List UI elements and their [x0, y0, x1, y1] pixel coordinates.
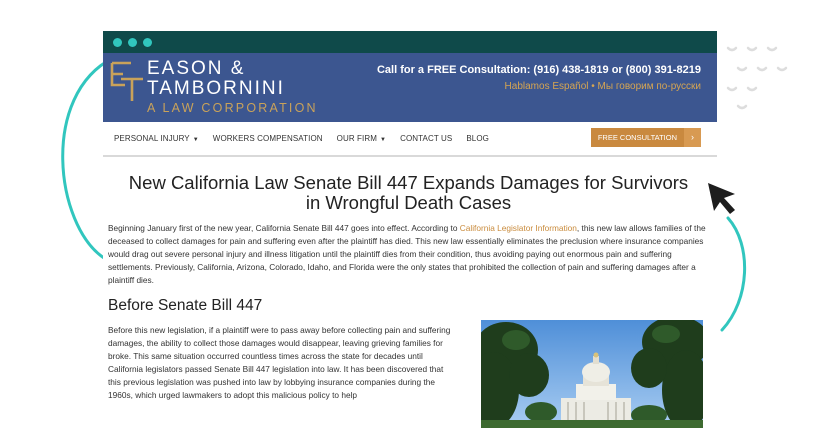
contact-phone[interactable]: Call for a FREE Consultation: (916) 438-1819 or (800) 391-8219: [376, 64, 701, 76]
intro-text: , this new law allows families of the deceased to collect damages for pain and suffering even after the plaintiff has died. This new law essentially eliminates the preclusion where insurance companies would drag out severe personal injury and illness litigation until the plaintiff dies from their condition, thus avoiding paying out enormous pain and suffering settlements. Previously, California, Arizona, Colorado, Idaho, and Florida were the only states that prohibited the collection of pain and suffering damages after a plaintiff dies.: [108, 222, 706, 285]
window-dot-icon[interactable]: [128, 38, 137, 47]
nav-item-our-firm[interactable]: [337, 134, 386, 143]
section-heading: Before Senate Bill 447: [108, 296, 263, 314]
nav-item-label: PERSONAL INJURY: [114, 134, 190, 143]
capitol-photo: [481, 320, 703, 428]
main-nav: [103, 122, 717, 157]
nav-item-label: BLOG: [466, 134, 489, 143]
logo-line-1: EASON &: [147, 58, 246, 79]
contact-languages: Hablamos Español • Мы говорим по-русски: [504, 81, 701, 92]
chevron-right-icon: ›: [684, 128, 701, 147]
nav-item-workers-compensation[interactable]: [213, 134, 323, 143]
free-consultation-button[interactable]: [591, 128, 701, 147]
decorative-pattern: [720, 40, 810, 120]
logo-mark-icon: [109, 59, 145, 103]
nav-item-contact-us[interactable]: [400, 134, 452, 143]
site-logo[interactable]: [109, 59, 318, 115]
nav-item-blog[interactable]: [466, 134, 489, 143]
cursor-arrow-icon: [705, 180, 739, 216]
window-dot-icon[interactable]: [143, 38, 152, 47]
chevron-down-icon: ▼: [192, 137, 199, 143]
legislator-info-link[interactable]: California Legislator Information: [459, 222, 577, 233]
browser-window: [103, 31, 717, 428]
intro-text: Beginning January first of the new year, California Senate Bill 447 goes into effect. According to: [108, 222, 460, 233]
nav-item-label: WORKERS COMPENSATION: [212, 134, 323, 143]
nav-item-personal-injury[interactable]: [114, 134, 199, 143]
window-dot-icon[interactable]: [113, 38, 122, 47]
page-title: New California Law Senate Bill 447 Expands Damages for Survivors in Wrongful Death Cases: [128, 172, 689, 214]
nav-item-label: OUR FIRM: [336, 134, 378, 143]
logo-line-2: TAMBORNINI: [147, 78, 285, 99]
chevron-down-icon: ▼: [380, 137, 387, 143]
section-paragraph: Before this new legislation, if a plaintiff were to pass away before collecting pain and suffering damages, the ability to collect those damages would disappear, leaving grieving families for broke. This same situation occurred countless times across the state for decades until California legislators passed Senate Bill 447 legislation into law. It has been discovered that this previous legislation was pushed into law by lobbying insurance companies during the 1960s, which urged lawmakers to adopt this malicious policy to help: [108, 324, 451, 400]
cta-label: FREE CONSULTATION: [591, 128, 684, 147]
nav-item-label: CONTACT US: [400, 134, 453, 143]
intro-paragraph: [108, 222, 707, 287]
site-header: [103, 53, 717, 122]
logo-line-3: A LAW CORPORATION: [147, 101, 318, 115]
window-titlebar: [103, 31, 717, 53]
contact-info: [377, 64, 701, 92]
